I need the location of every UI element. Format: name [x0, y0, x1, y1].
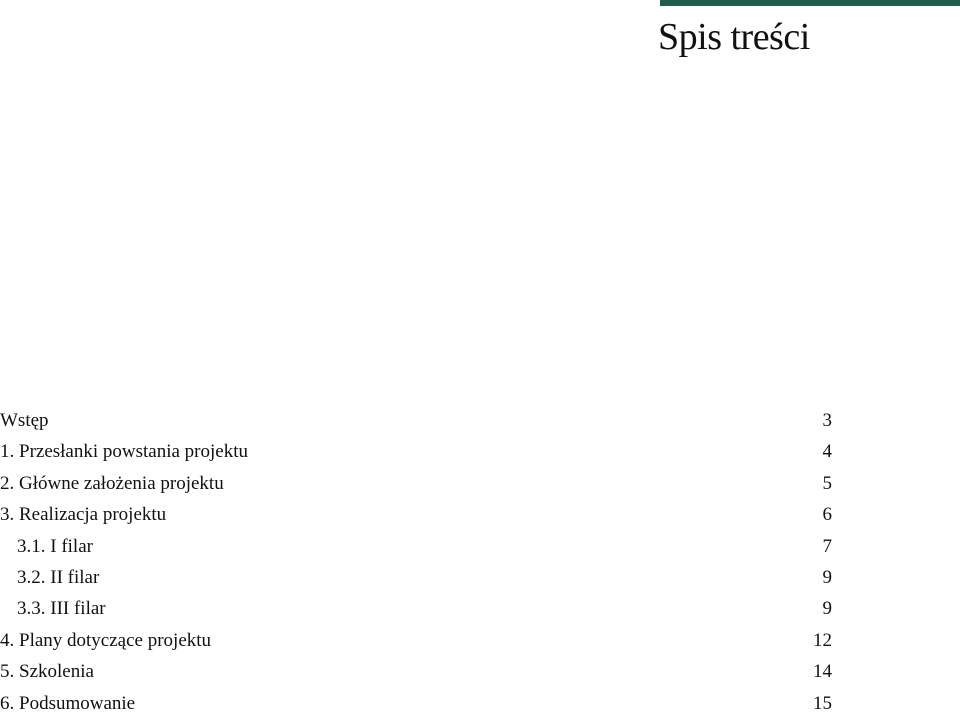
- toc-entry-label: 5. Szkolenia: [0, 661, 94, 683]
- toc-entry[interactable]: [0, 656, 832, 687]
- toc-entry[interactable]: [0, 499, 832, 530]
- toc-entry-page: 5: [822, 472, 832, 494]
- toc-entry[interactable]: [0, 405, 832, 436]
- toc-entry-page: 15: [813, 692, 832, 714]
- toc-entry[interactable]: [0, 625, 832, 656]
- toc-entry-label: Wstęp: [0, 410, 49, 431]
- toc-entry-label: 3.1. I filar: [17, 535, 93, 557]
- toc-entry-label: 6. Podsumowanie: [0, 692, 136, 714]
- toc-entry[interactable]: [0, 436, 832, 467]
- toc-entry-page: 9: [822, 566, 832, 588]
- toc-entry-label: 1. Przesłanki powstania projektu: [0, 441, 249, 463]
- toc-entry-page: 9: [822, 598, 832, 620]
- toc-entry-page: 6: [822, 504, 832, 526]
- toc-entry-page: 4: [822, 441, 832, 463]
- toc-entry-label: 3. Realizacja projektu: [0, 504, 167, 526]
- toc-entry-page: 12: [813, 629, 832, 651]
- toc-entry-page: 3: [822, 410, 832, 431]
- toc-subentry[interactable]: [0, 531, 832, 562]
- table-of-contents: [0, 405, 832, 719]
- toc-entry-page: 7: [822, 535, 832, 557]
- toc-subentry[interactable]: [0, 562, 832, 593]
- toc-entry-label: 3.2. II filar: [17, 566, 100, 588]
- toc-subentry[interactable]: [0, 593, 832, 624]
- toc-entry-label: 4. Plany dotyczące projektu: [0, 629, 212, 651]
- toc-entry[interactable]: [0, 468, 832, 499]
- toc-entry-label: 3.3. III filar: [17, 598, 106, 620]
- header-accent-rule: [660, 0, 960, 6]
- page-title: Spis treści: [658, 16, 810, 58]
- toc-entry-label: 2. Główne założenia projektu: [0, 472, 224, 494]
- toc-entry-page: 14: [813, 661, 832, 683]
- toc-entry[interactable]: [0, 688, 832, 719]
